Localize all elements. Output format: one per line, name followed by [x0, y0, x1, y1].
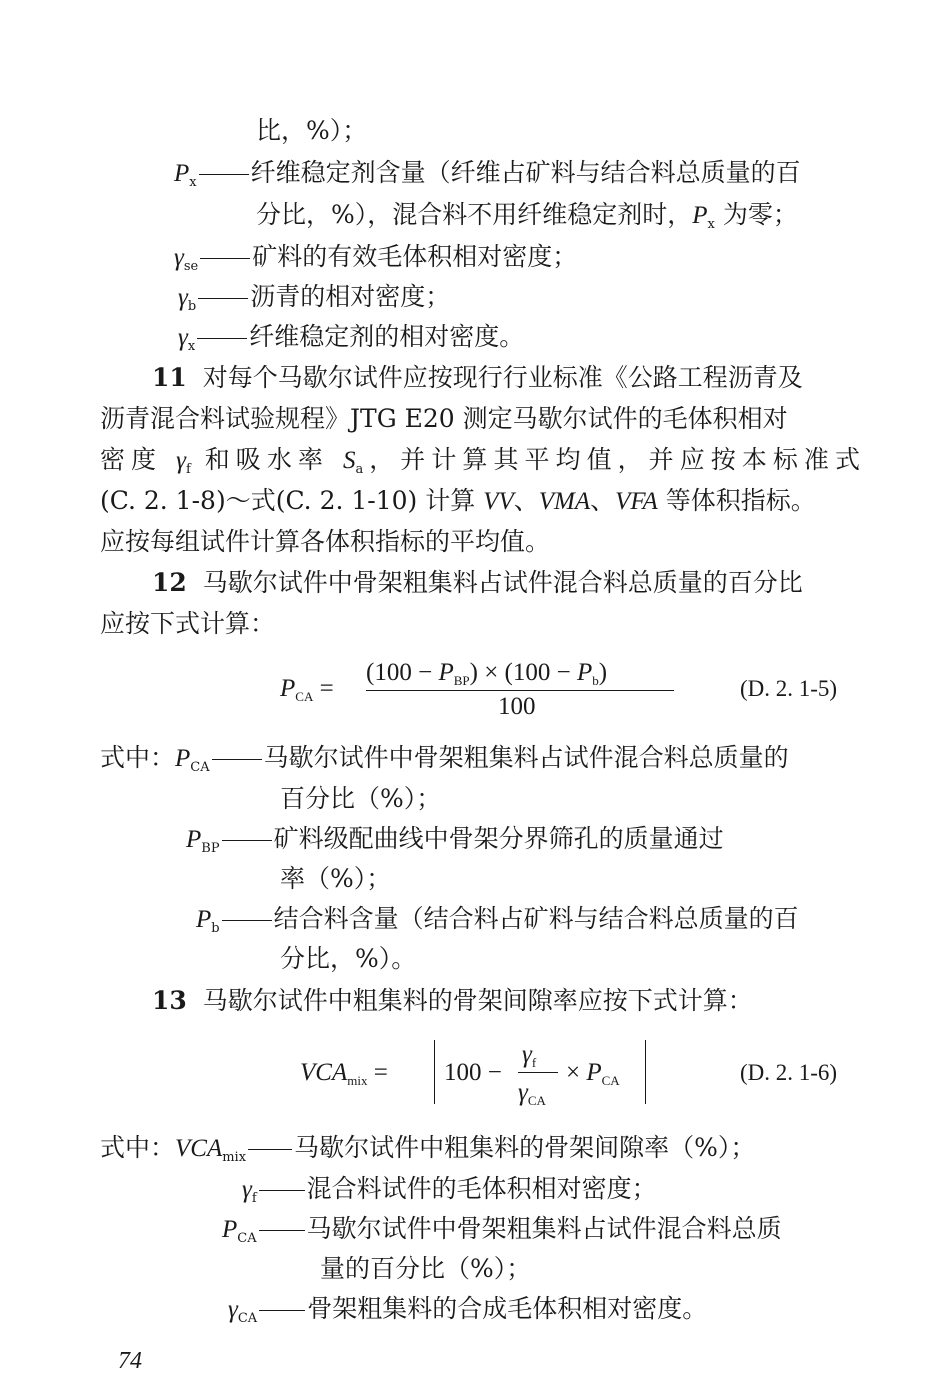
definition-gamma-x: $\gamma_x$ 纤维稳定剂的相对密度。: [178, 322, 525, 354]
definition-pca: 式中：$P_{CA}$ 马歇尔试件中骨架粗集料占试件混合料总质量的: [100, 743, 789, 775]
definition-px: $P_x$ 纤维稳定剂含量（纤维占矿料与结合料总质量的百: [174, 158, 801, 190]
eq6-fraction-bar: [518, 1072, 558, 1073]
definition-pbp-cont: 率（%）；: [280, 864, 392, 893]
definition-vca: 式中：$VCA_{mix}$ 马歇尔试件中粗集料的骨架间隙率（%）；: [100, 1133, 756, 1165]
clause-11-line-3: 密度 $\gamma_f$ 和吸水率 $S_a$，并计算其平均值，并应按本标准式: [100, 445, 860, 477]
definition-gamma-se: $\gamma_{se}$ 矿料的有效毛体积相对密度；: [174, 242, 578, 274]
definition-gamma-b: $\gamma_b$ 沥青的相对密度；: [178, 282, 451, 314]
definition-pca-2: $P_{CA}$ 马歇尔试件中骨架粗集料占试件混合料总质: [222, 1214, 782, 1246]
clause-11-line-5: 应按每组试件计算各体积指标的平均值。: [100, 527, 551, 556]
eq6-lhs: $VCA_{mix}$ =: [300, 1059, 388, 1088]
definition-pb: $P_b$ 结合料含量（结合料占矿料与结合料总质量的百: [196, 904, 799, 936]
eq6-numerator: $\gamma_f$: [522, 1041, 537, 1070]
definition-px-cont: 分比，%），混合料不用纤维稳定剂时，$P_x$ 为零；: [256, 200, 798, 232]
eq6-denominator: $\gamma_{CA}$: [518, 1079, 546, 1108]
text-line: 比，%）；: [256, 116, 368, 145]
clause-11-line-1: 11 对每个马歇尔试件应按现行行业标准《公路工程沥青及: [152, 363, 803, 392]
clause-12-line-2: 应按下式计算：: [100, 609, 276, 638]
definition-pb-cont: 分比，%）。: [280, 944, 417, 973]
clause-12-line-1: 12 马歇尔试件中骨架粗集料占试件混合料总质量的百分比: [152, 568, 803, 597]
definition-gamma-f: $\gamma_f$ 混合料试件的毛体积相对密度；: [242, 1174, 657, 1206]
eq5-denominator: 100: [498, 693, 536, 720]
eq5-numerator: $(100 - P_{BP}) \times (100 - P_b)$: [366, 659, 608, 688]
definition-gamma-ca: $\gamma_{CA}$ 骨架粗集料的合成毛体积相对密度。: [228, 1294, 708, 1326]
definition-pca-cont: 百分比（%）；: [280, 784, 442, 813]
page-number: 74: [118, 1348, 142, 1374]
clause-13-line-1: 13 马歇尔试件中粗集料的骨架间隙率应按下式计算：: [152, 986, 753, 1015]
eq6-label: (D. 2. 1-6): [740, 1060, 838, 1085]
clause-11-line-2: 沥青混合料试验规程》JTG E20 测定马歇尔试件的毛体积相对: [100, 404, 788, 433]
definition-pca-2-cont: 量的百分比（%）；: [320, 1254, 532, 1283]
clause-11-line-4: (C. 2. 1-8)～式(C. 2. 1-10) 计算 VV、VMA、VFA 等体积指标。: [100, 486, 816, 515]
eq5-label: (D. 2. 1-5): [740, 676, 838, 701]
eq6-times-pca: × $P_{CA}$: [566, 1059, 620, 1088]
eq6-100: 100 −: [444, 1059, 502, 1086]
definition-pbp: $P_{BP}$ 矿料级配曲线中骨架分界筛孔的质量通过: [186, 824, 724, 856]
eq5-lhs: $P_{CA}$ =: [280, 675, 334, 704]
